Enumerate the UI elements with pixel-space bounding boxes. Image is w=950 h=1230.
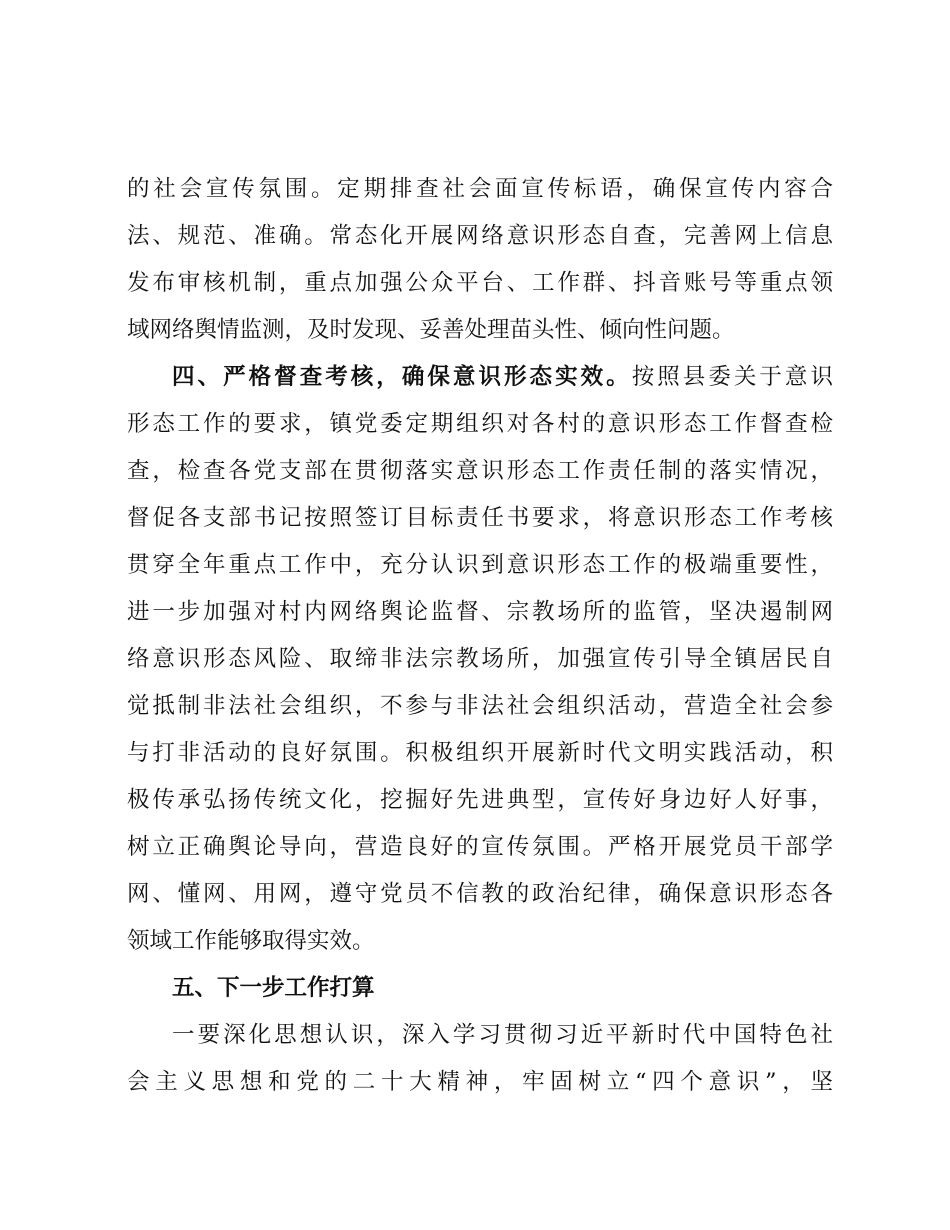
body-line: 形态工作的要求，镇党委定期组织对各村的意识形态工作督查检: [127, 411, 833, 437]
body-line: 域网络舆情监测，及时发现、妥善处理苗头性、倾向性问题。: [127, 317, 735, 343]
body-line: 络意识形态风险、取缔非法宗教场所，加强宣传引导全镇居民自: [127, 646, 833, 672]
body-line: 极传承弘扬传统文化，挖掘好先进典型，宣传好身边好人好事，: [127, 787, 833, 813]
body-line: 的社会宣传氛围。定期排查社会面宣传标语，确保宣传内容合: [127, 176, 833, 202]
section-5-heading: 五、下一步工作打算: [172, 975, 375, 1001]
body-line: 觉抵制非法社会组织，不参与非法社会组织活动，营造全社会参: [127, 693, 833, 719]
body-line: 贯穿全年重点工作中，充分认识到意识形态工作的极端重要性，: [127, 552, 833, 578]
section-4-heading: 四、严格督查考核，确保意识形态实效。: [172, 364, 632, 390]
section-4-first-line-text: 按照县委关于意识: [631, 364, 833, 390]
body-line: 进一步加强对村内网络舆论监督、宗教场所的监管，坚决遏制网: [127, 599, 833, 625]
body-line: 发布审核机制，重点加强公众平台、工作群、抖音账号等重点领: [127, 270, 833, 296]
body-line: 会主义思想和党的二十大精神，牢固树立“四个意识”，坚: [127, 1069, 833, 1095]
body-line: 与打非活动的良好氛围。积极组织开展新时代文明实践活动，积: [127, 740, 833, 766]
document-body: [127, 166, 833, 1106]
body-line: 网、懂网、用网，遵守党员不信教的政治纪律，确保意识形态各: [127, 881, 833, 907]
section-4-first-line: [127, 354, 833, 401]
body-line: 查，检查各党支部在贯彻落实意识形态工作责任制的落实情况，: [127, 458, 833, 484]
body-line: 领域工作能够取得实效。: [127, 928, 375, 954]
body-line: 一要深化思想认识，深入学习贯彻习近平新时代中国特色社: [172, 1022, 833, 1048]
body-line: 树立正确舆论导向，营造良好的宣传氛围。严格开展党员干部学: [127, 834, 833, 860]
body-line: 法、规范、准确。常态化开展网络意识形态自查，完善网上信息: [127, 223, 833, 249]
body-line: 督促各支部书记按照签订目标责任书要求，将意识形态工作考核: [127, 505, 833, 531]
